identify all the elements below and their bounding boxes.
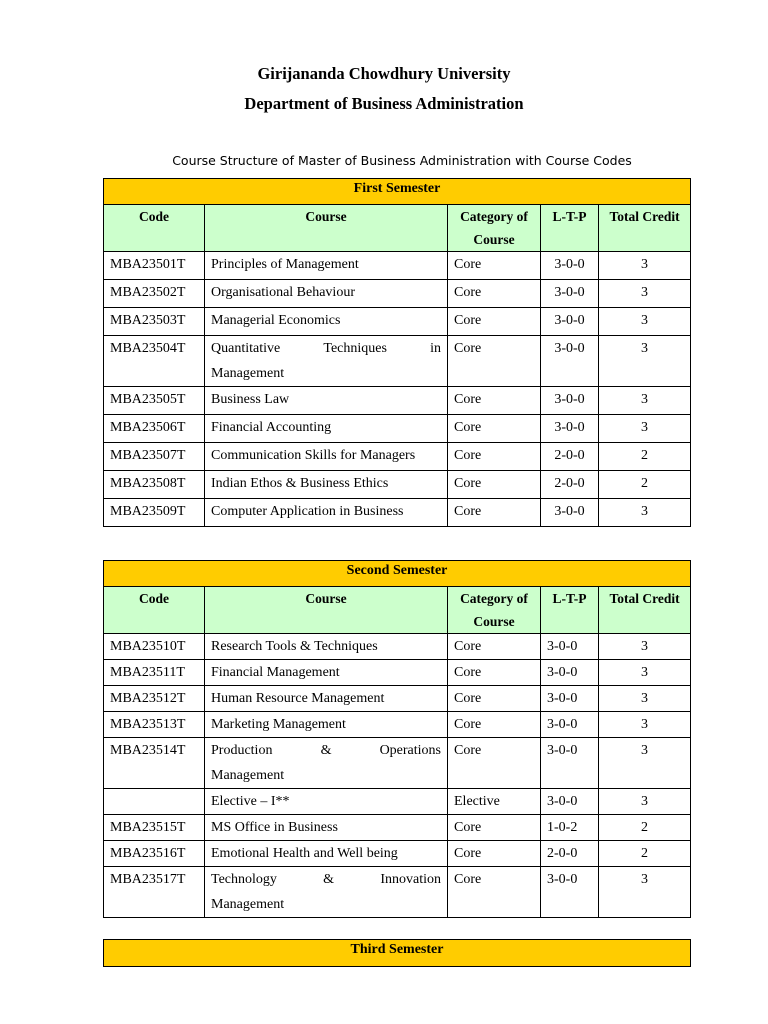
course-category: Core [448,660,541,686]
course-credit: 3 [599,712,691,738]
column-header-ltp: L-T-P [541,587,599,634]
course-category: Elective [448,789,541,815]
table-row [104,841,691,867]
course-category: Core [448,686,541,712]
course-credit: 2 [599,815,691,841]
course-name: Indian Ethos & Business Ethics [205,471,448,499]
column-header-category: Category of Course [448,587,541,634]
table-row [104,308,691,336]
semester-title: First Semester [104,179,691,205]
table-row [104,252,691,280]
column-header-course: Course [205,205,448,252]
table-row [104,789,691,815]
course-name: Business Law [205,387,448,415]
course-code: MBA23515T [104,815,205,841]
column-header-ltp: L-T-P [541,205,599,252]
course-category: Core [448,308,541,336]
course-ltp: 2-0-0 [541,841,599,867]
course-credit: 3 [599,280,691,308]
course-credit: 2 [599,471,691,499]
course-category: Core [448,867,541,918]
course-category: Core [448,415,541,443]
course-code: MBA23510T [104,634,205,660]
course-credit: 3 [599,252,691,280]
course-name: Computer Application in Business [205,499,448,527]
course-category: Core [448,499,541,527]
course-code: MBA23512T [104,686,205,712]
table-row [104,686,691,712]
table-row [104,738,691,789]
course-ltp: 3-0-0 [541,499,599,527]
course-category: Core [448,336,541,387]
table-row [104,415,691,443]
course-credit: 3 [599,387,691,415]
table-row [104,443,691,471]
document-subtitle: Course Structure of Master of Business Administration with Course Codes [172,153,632,168]
course-code: MBA23513T [104,712,205,738]
course-name: MS Office in Business [205,815,448,841]
semester-title: Second Semester [104,561,691,587]
course-ltp: 3-0-0 [541,336,599,387]
course-credit: 3 [599,738,691,789]
table-row [104,867,691,918]
course-category: Core [448,738,541,789]
table-row [104,280,691,308]
column-header-credit: Total Credit [599,205,691,252]
course-category: Core [448,471,541,499]
course-category: Core [448,712,541,738]
course-category: Core [448,841,541,867]
table-row [104,660,691,686]
course-category: Core [448,815,541,841]
course-ltp: 3-0-0 [541,415,599,443]
course-credit: 2 [599,443,691,471]
first-semester-table [103,178,691,527]
course-code: MBA23505T [104,387,205,415]
course-code: MBA23507T [104,443,205,471]
course-ltp: 3-0-0 [541,660,599,686]
course-name: Production & Operations Management [205,738,448,789]
course-credit: 3 [599,415,691,443]
course-name: Communication Skills for Managers [205,443,448,471]
course-ltp: 1-0-2 [541,815,599,841]
course-name: Elective – I** [205,789,448,815]
course-ltp: 3-0-0 [541,634,599,660]
course-code: MBA23503T [104,308,205,336]
table-row [104,634,691,660]
table-row [104,815,691,841]
course-ltp: 3-0-0 [541,789,599,815]
course-name: Human Resource Management [205,686,448,712]
column-header-code: Code [104,587,205,634]
course-code: MBA23508T [104,471,205,499]
course-ltp: 3-0-0 [541,308,599,336]
course-code: MBA23502T [104,280,205,308]
table-row [104,499,691,527]
course-name: Emotional Health and Well being [205,841,448,867]
course-code: MBA23517T [104,867,205,918]
course-ltp: 2-0-0 [541,443,599,471]
course-ltp: 3-0-0 [541,387,599,415]
course-credit: 3 [599,499,691,527]
table-row [104,712,691,738]
course-ltp: 3-0-0 [541,252,599,280]
table-row [104,471,691,499]
course-code [104,789,205,815]
course-name: Technology & Innovation Management [205,867,448,918]
department-title: Department of Business Administration [244,94,524,113]
course-category: Core [448,280,541,308]
course-ltp: 3-0-0 [541,712,599,738]
course-credit: 3 [599,634,691,660]
course-name: Research Tools & Techniques [205,634,448,660]
course-credit: 3 [599,867,691,918]
course-code: MBA23516T [104,841,205,867]
course-category: Core [448,387,541,415]
course-name: Financial Accounting [205,415,448,443]
course-credit: 3 [599,660,691,686]
semester-title: Third Semester [104,940,691,967]
course-credit: 3 [599,686,691,712]
course-ltp: 2-0-0 [541,471,599,499]
course-category: Core [448,443,541,471]
course-ltp: 3-0-0 [541,867,599,918]
course-code: MBA23511T [104,660,205,686]
course-ltp: 3-0-0 [541,738,599,789]
course-credit: 3 [599,789,691,815]
second-semester-table [103,560,691,918]
course-name: Quantitative Techniques in Management [205,336,448,387]
course-name: Marketing Management [205,712,448,738]
column-header-credit: Total Credit [599,587,691,634]
column-header-category: Category of Course [448,205,541,252]
course-credit: 2 [599,841,691,867]
course-code: MBA23504T [104,336,205,387]
third-semester-table [103,939,691,967]
course-name: Organisational Behaviour [205,280,448,308]
course-name: Principles of Management [205,252,448,280]
course-credit: 3 [599,336,691,387]
column-header-code: Code [104,205,205,252]
course-category: Core [448,252,541,280]
course-code: MBA23514T [104,738,205,789]
course-code: MBA23509T [104,499,205,527]
course-credit: 3 [599,308,691,336]
table-row [104,336,691,387]
course-category: Core [448,634,541,660]
column-header-course: Course [205,587,448,634]
course-code: MBA23506T [104,415,205,443]
course-ltp: 3-0-0 [541,686,599,712]
course-name: Financial Management [205,660,448,686]
table-row [104,387,691,415]
course-name: Managerial Economics [205,308,448,336]
course-code: MBA23501T [104,252,205,280]
course-ltp: 3-0-0 [541,280,599,308]
university-title: Girijananda Chowdhury University [257,64,511,83]
